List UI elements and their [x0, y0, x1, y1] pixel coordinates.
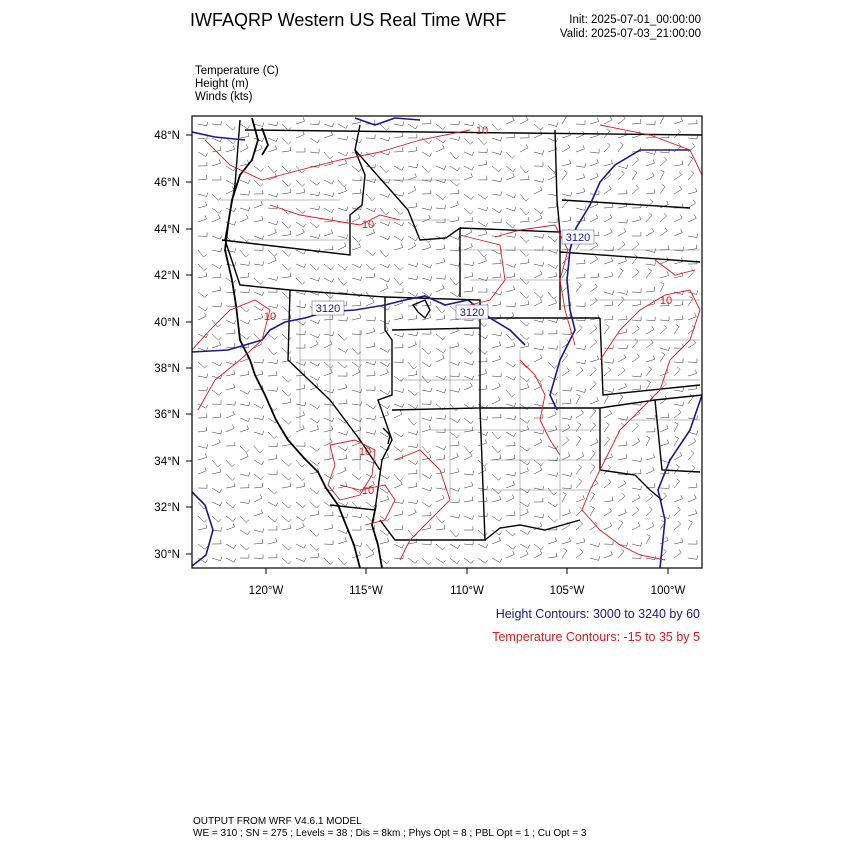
- lon-label: 110°W: [450, 585, 484, 597]
- lat-label: 42°N: [154, 270, 180, 282]
- model-params-label: WE = 310 ; SN = 275 ; Levels = 38 ; Dis = 8km ; Phys Opt = 8 ; PBL Opt = 1 ; Cu Opt = 3: [193, 828, 587, 839]
- height-contour-label: 3120: [565, 232, 591, 244]
- lon-label: 105°W: [549, 585, 585, 597]
- page-title: IWFAQRP Western US Real Time WRF: [190, 10, 507, 30]
- height-contours-legend: Height Contours: 3000 to 3240 by 60: [495, 607, 700, 621]
- lat-label: 44°N: [154, 224, 180, 236]
- model-output-label: OUTPUT FROM WRF V4.6.1 MODEL: [193, 816, 362, 827]
- valid-time-label: Valid: 2025-07-03_21:00:00: [559, 28, 701, 40]
- lon-label: 115°W: [349, 585, 383, 597]
- temperature-contour-label: 10: [358, 446, 372, 458]
- lat-label: 32°N: [154, 502, 180, 514]
- map-plot-area: [192, 114, 702, 568]
- lat-label: 46°N: [154, 177, 180, 189]
- lat-label: 34°N: [154, 456, 180, 468]
- lon-label: 120°W: [248, 585, 284, 597]
- init-time-label: Init: 2025-07-01_00:00:00: [569, 14, 701, 26]
- temperature-contour-label: 10: [659, 295, 673, 307]
- lat-label: 40°N: [154, 317, 180, 329]
- lat-label: 36°N: [154, 409, 180, 421]
- temperature-contour-label: 10: [263, 311, 277, 323]
- longitude-axis: [249, 585, 686, 597]
- lat-label: 38°N: [154, 363, 180, 375]
- lat-label: 30°N: [154, 549, 180, 561]
- field-height-label: Height (m): [195, 78, 249, 90]
- field-temperature-label: Temperature (C): [195, 65, 279, 77]
- latitude-axis: [154, 130, 180, 561]
- temperature-contour-label: 10: [361, 219, 375, 231]
- height-contour-label: 3120: [459, 307, 485, 319]
- lon-label: 100°W: [650, 585, 686, 597]
- lat-label: 48°N: [154, 130, 180, 142]
- height-contour-label: 3120: [315, 303, 341, 315]
- temperature-contours-legend: Temperature Contours: -15 to 35 by 5: [492, 630, 700, 644]
- temperature-contour-label: 10: [475, 125, 489, 137]
- temperature-contour-label: 10: [361, 485, 375, 497]
- field-winds-label: Winds (kts): [195, 91, 253, 103]
